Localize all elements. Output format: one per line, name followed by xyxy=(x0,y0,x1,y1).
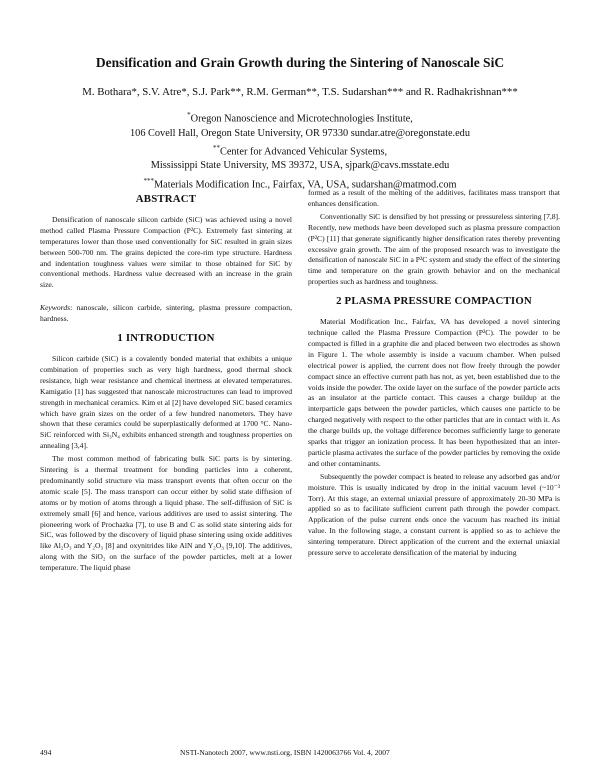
left-column xyxy=(40,190,292,576)
abstract-text: Densification of nanoscale silicon carbide (SiC) was achieved using a novel method called Plasma Pressure Compaction (P²C). Extremely fast sintering at temperatures lower than those used conventionally for SiC resulted in grain sizes between 500-700 nm. The grains depicted the core-rim type structure. Hardness and indentation toughness values were similar to those obtained for SiC by conventional methods. Hardness value decreased with an increase in the grain size. xyxy=(40,214,292,290)
affiliation-3: ***Materials Modification Inc., Fairfax, VA, USA, sudarshan@matmod.com xyxy=(143,176,457,191)
affiliation-1-address: 106 Covell Hall, Oregon State University, OR 97330 sundar.atre@oregonstate.edu xyxy=(130,127,470,139)
affiliations xyxy=(20,108,580,192)
introduction-paragraph-3: formed as a result of the melting of the additives, facilitates mass transport that enhances densification. xyxy=(308,188,560,208)
footer-citation: NSTI-Nanotech 2007, www.nsti.org, ISBN 1420063766 Vol. 4, 2007 xyxy=(180,748,390,757)
abstract-heading: ABSTRACT xyxy=(135,193,197,205)
keywords: Keywords: nanoscale, silicon carbide, sintering, plasma pressure compaction, hardness. xyxy=(40,303,292,324)
section-2-paragraph-2: Subsequently the powder compact is heated to release any adsorbed gas and/or moisture. This is usually indicated by drop in the initial vacuum level (~10⁻³ Torr). At this stage, an external uniaxial pressure of approximately 20-30 MPa is applied so as to facilitate sufficient current path through the powder compact. Application of the pulse current ends once the vacuum has reached its initial value. In the following stage, a constant current is applied so as to achieve the sintering temperature. Direct application of the current and the external uniaxial pressure serve to accelerate densification of the material by inducing xyxy=(308,471,560,558)
right-column xyxy=(308,188,560,561)
affiliation-2: **Center for Advanced Vehicular Systems, xyxy=(212,143,388,158)
introduction-paragraph-1: Silicon carbide (SiC) is a covalently bonded material that exhibits a unique combination of properties such as very high hardness, good thermal shock resistance, high wear resistance and chemical inertness at elevated temperatures. Kamigatio [1] has suggested that nanoscale microstructures can lead to improved strength in mechanical ceramics. Kim et al [2] have developed SiC based ceramics which have grain sizes on the order of a few hundred nanometers. They have shown that these ceramics could be superplastically deformed at 1700 °C. Nano-SiC reinforced with Si₃N₄ exhibits enhanced strength and toughness properties on annealing [3,4]. xyxy=(40,353,292,451)
section-2-paragraph-1: Material Modification Inc., Fairfax, VA has developed a novel sintering technique called the Plasma Pressure Compaction (P²C). The powder to be compacted is filled in a graphite die and placed between two electrodes as shown in Figure 1. The whole assembly is inside a vacuum chamber. When pulsed electrical power is applied, the current does not flow freely through the powder compact since an effective current path has not, as yet, been established due to the voids inside the powder. The oxide layer on the surface of the powder particle acts as an insulator at the particle contact. This causes a charge buildup at the interparticle gaps between the powder particles, which causes one particle to be charged negatively with respect to the other particles that are in contact with it. As the charge builds up, the voltage difference becomes sufficiently large to generate sparks that trigger an ionization process. It has been hypothesized that an inter-particle plasma activates the surface of the powder particles by removing the oxide and other contaminants. xyxy=(308,317,560,468)
affiliation-2-address: Mississippi State University, MS 39372, USA, sjpark@cavs.msstate.edu xyxy=(150,160,450,172)
affiliation-1: *Oregon Nanoscience and Microtechnologies Institute, xyxy=(187,111,413,125)
introduction-paragraph-4: Conventionally SiC is densified by hot pressing or pressureless sintering [7,8]. Recently, new methods have been developed such as plasma pressure compaction (P²C) [11] that generate significantly higher densification rates thereby preventing excessive grain growth. The aim of the proposed research was to investigate the densification of nanoscale SiC in a P²C system and study the effect of the sintering time and temperature on the grain growth behavior and on the mechanical properties such as hardness and toughness. xyxy=(308,211,560,287)
introduction-heading: 1 INTRODUCTION xyxy=(117,332,215,345)
introduction-paragraph-2: The most common method of fabricating bulk SiC parts is by sintering. Sintering is a thermal treatment for bonding particles into a coherent, predominantly solid structure via mass transport events that often occur on the atomic scale [5]. The mass transport can occur either by solid state diffusion of atoms or by motion of atoms through a liquid phase. The self-diffusion of SiC is extremely small [6] and hence, various additives are used to assist sintering. The pioneering work of Prochazka [7], to use B and C as solid state sintering aids for SiC, was followed by the discovery of liquid phase sintering using oxide additives like Al₂O₃ and Y₂O₃ [8] and oxynitrides like AlN and Y₂O₃ [9,10]. The additives, along with the SiO₂ on the surface of the powder particles, melt at a lower temperature. The liquid phase xyxy=(40,454,292,573)
author-list: M. Bothara*, S.V. Atre*, S.J. Park**, R.M. German**, T.S. Sudarshan*** and R. Radhakrishnan*** xyxy=(82,86,518,98)
paper-title: Densification and Grain Growth during the Sintering of Nanoscale SiC xyxy=(95,55,505,70)
section-2-heading: 2 PLASMA PRESSURE COMPACTION xyxy=(336,295,532,308)
page-number: 494 xyxy=(40,748,52,757)
